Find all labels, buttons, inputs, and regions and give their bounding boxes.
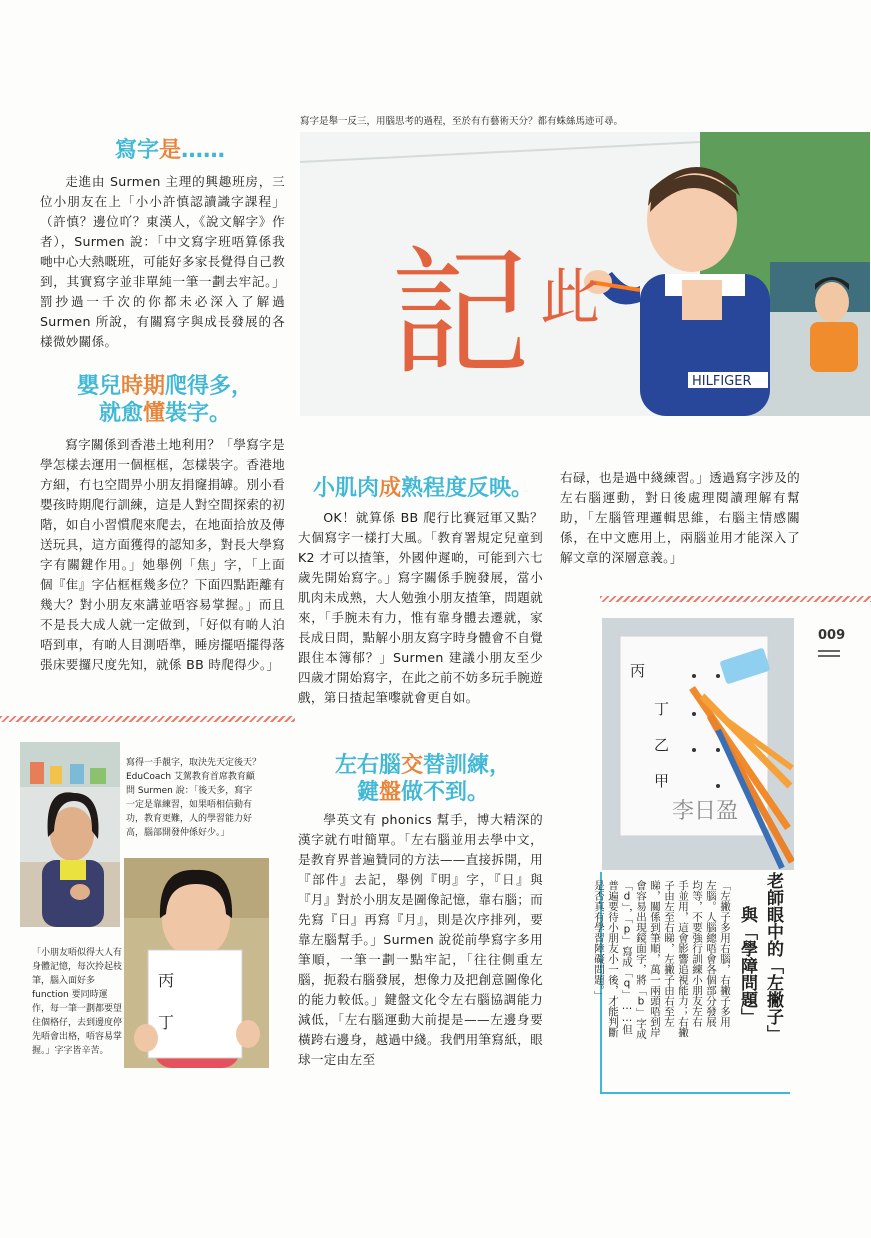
sidebar-left-handed bbox=[593, 872, 783, 1092]
sidebar-bottom-rule bbox=[600, 1092, 790, 1094]
shirt-print: HILFIGER bbox=[692, 374, 752, 389]
sidebar-col-3: 均等，不要強行訓練小朋友左右 bbox=[691, 880, 703, 1027]
section4-h1b: 交 bbox=[400, 753, 423, 778]
sidebar-col-8: 「d」，「p」寫成「q」……但 bbox=[621, 880, 633, 1035]
photo-boy-whiteboard bbox=[300, 132, 870, 416]
section2-h1a: 嬰兒 bbox=[76, 374, 121, 399]
section1-heading-a: 寫字 bbox=[114, 138, 159, 163]
section3-heading-c: 熟程度反映。 bbox=[401, 476, 534, 501]
photo-worksheet-pencils bbox=[602, 618, 794, 870]
sidebar-col-6: 睇，關係到筆順，萬一兩頭唔到岸 bbox=[649, 880, 661, 1038]
page-number-rule-1 bbox=[818, 650, 840, 652]
section4-heading bbox=[298, 752, 548, 806]
photo-girl-worksheet bbox=[124, 858, 269, 1068]
section2-h1b: 時期 bbox=[120, 374, 165, 399]
section1-heading bbox=[60, 137, 280, 164]
girl-worksheet-char-2: 丁 bbox=[158, 1013, 175, 1032]
pencil-sheet-char-1: 丙 bbox=[630, 662, 646, 680]
section4-heading-line1 bbox=[298, 752, 548, 779]
section4-continuation: 右碌，也是過中綫練習。」透過寫字涉及的左右腦運動，對日後處理閱讀理解有幫助，「左腦管理邏輯思維，右腦主情感關係，在中文應用上，兩腦並用才能深入了解文章的深層意義。」 bbox=[560, 470, 800, 565]
photo-teacher bbox=[20, 742, 120, 927]
wave-divider-right bbox=[600, 596, 871, 602]
section3-heading-a: 小肌肉 bbox=[312, 476, 379, 501]
sidebar-col-5: 子由左至右睇，左撇子由右至左 bbox=[663, 880, 675, 1027]
section4-h2c: 做不到。 bbox=[401, 780, 490, 805]
page-number: 009 bbox=[818, 628, 846, 643]
section2-h2a: 就愈 bbox=[98, 401, 143, 426]
section4-heading-line2 bbox=[298, 779, 548, 806]
pencil-sheet-char-4: 甲 bbox=[654, 772, 670, 790]
section2-h2c: 裝字。 bbox=[165, 401, 232, 426]
top-photo-caption: 寫字是舉一反三，用腦思考的過程，至於有冇藝術天分？都有蛛絲馬迹可尋。 bbox=[300, 116, 624, 127]
section2-heading bbox=[40, 373, 290, 427]
section4-h1c: 替訓練， bbox=[423, 753, 512, 778]
sidebar-title-line2: 與「學障問題」 bbox=[737, 906, 757, 1025]
section4-h2b: 盤 bbox=[378, 780, 401, 805]
section1-heading-b: 是 bbox=[159, 138, 182, 163]
wave-divider-left bbox=[0, 716, 295, 722]
sidebar-col-10: 是否真有學習障礙問題。」 bbox=[593, 880, 605, 1001]
section2-heading-line1 bbox=[40, 373, 290, 400]
pencil-sheet-char-3: 乙 bbox=[654, 736, 670, 754]
section2-heading-line2 bbox=[40, 400, 290, 427]
section3-heading bbox=[298, 475, 548, 502]
girl-worksheet-char-1: 丙 bbox=[158, 971, 175, 990]
section3-heading-b: 成 bbox=[378, 476, 401, 501]
whiteboard-character: 記 bbox=[390, 233, 531, 396]
section4-body: 學英文有 phonics 幫手，博大精深的漢字就冇咁簡單。「左右腦並用去學中文，是教育界普遍贊同的方法——直接拆開，用『部件』去記，舉例『明』字，『日』與『月』對於小朋友是圖像記憶，靠右腦；而先寫『日』再寫『月』，則是次序排列，要靠左腦幫手。」Surmen 說從前學寫字多用筆順，一筆一劃一點牢記，「往往側重左腦，扼殺右腦發展，想像力及把創意圖像化的能力較低。」鍵盤文化令左右腦協調能力減低，「左右腦運動大前提是——左邊身要橫跨右邊身，越過中綫。我們用筆寫紙，眼球一定由左至 bbox=[298, 812, 543, 1067]
sidebar-col-4: 手並用，這會影響追視能力；右撇 bbox=[677, 880, 689, 1038]
section2-body: 寫字關係到香港土地利用？「學寫字是學怎樣去運用一個框框，怎樣裝字。香港地方細，冇乜空間畀小朋友捐窿捐罅。別小看嬰孩時期爬行訓練，這是人對空間探索的初階，如自小習慣爬來爬去，在地面拾放及傳送玩具，這方面獲得的認知多，對長大學寫字有關鍵作用。」她舉例「焦」字，「上面個『隹』字佔框框幾多位？下面四點距離有幾大？對小朋友來講並唔容易掌握。」而且不是長大成人就一定做到，「好似有啲人泊唔到車，有啲人目測唔準，睡房擺唔擺得落張床要攞尺度先知，就係 BB 時爬得少。」 bbox=[40, 437, 285, 672]
page-number-rule-2 bbox=[818, 655, 840, 657]
section1-heading-c: …… bbox=[181, 138, 226, 163]
section4-h1a: 左右腦 bbox=[334, 753, 401, 778]
section3-body: OK！就算係 BB 爬行比賽冠軍又點？大個寫字一樣打大風。「教育署規定兒童到 K2 才可以揸筆，外國仲遲啲，可能到六七歲先開始寫字。」寫字關係手腕發展，當小肌肉未成熟，大人勉強小朋友揸筆，問題就來，「手腕未有力，惟有靠身體去遷就，家長成日問，點解小朋友寫字時身體會不自覺跟住本簿郁？」Surmen 建議小朋友至少四歲才開始寫字，在此之前不妨多玩手腕遊戲，第日揸起筆嚟就會更自如。 bbox=[298, 510, 543, 705]
whiteboard-partial-character: 此 bbox=[540, 263, 600, 333]
section2-h1c: 爬得多， bbox=[165, 374, 254, 399]
section2-h2b: 懂 bbox=[142, 401, 165, 426]
sidebar-title-line1: 老師眼中的「左撇子」 bbox=[763, 872, 783, 1042]
girl-caption: 「小朋友唔似得大人有身體記憶，每次拎起枝筆，腦入面好多 function 要同時運作，每一筆一劃都要望住個格仔，去到邊度停先唔會出格，唔容易掌握。」字字皆辛苦。 bbox=[32, 948, 123, 1056]
sidebar-col-1: 「左撇子多用右腦，右撇子多用 bbox=[719, 880, 731, 1027]
sidebar-col-9: 普遍要待小朋友小一後，才能判斷 bbox=[607, 880, 619, 1038]
sidebar-col-7: 會容易出現鏡面字，將「b」字成 bbox=[635, 880, 647, 1039]
section4-h2a: 鍵 bbox=[356, 780, 379, 805]
teacher-caption: 寫得一手靚字，取決先天定後天？EduCoach 艾駕教育首席教育顧問 Surmen 說：「後天多，寫字一定是靠練習，如果唔相信動有功，教育更難，人的學習能力好高，腦部開發仲係好少。」 bbox=[126, 758, 262, 838]
sidebar-col-2: 左腦。人腦總唔會各個部分發展 bbox=[705, 880, 717, 1027]
pencil-sheet-char-2: 丁 bbox=[654, 700, 670, 718]
pencil-sheet-scribble: 李日盈 bbox=[672, 799, 739, 824]
section1-body: 走進由 Surmen 主理的興趣班房，三位小朋友在上「小小許慎認讀識字課程」（許慎？邊位吖？東漢人，《說文解字》作者），Surmen 說：「中文寫字班唔算係我哋中心大熱嘅班，可能好多家長覺得自己教到，其實寫字並非單純一筆一劃去牢記。」罰抄過一千次的你都未必深入了解過 Surmen 所說，有關寫字與成長發展的各樣微妙關係。 bbox=[40, 174, 285, 349]
